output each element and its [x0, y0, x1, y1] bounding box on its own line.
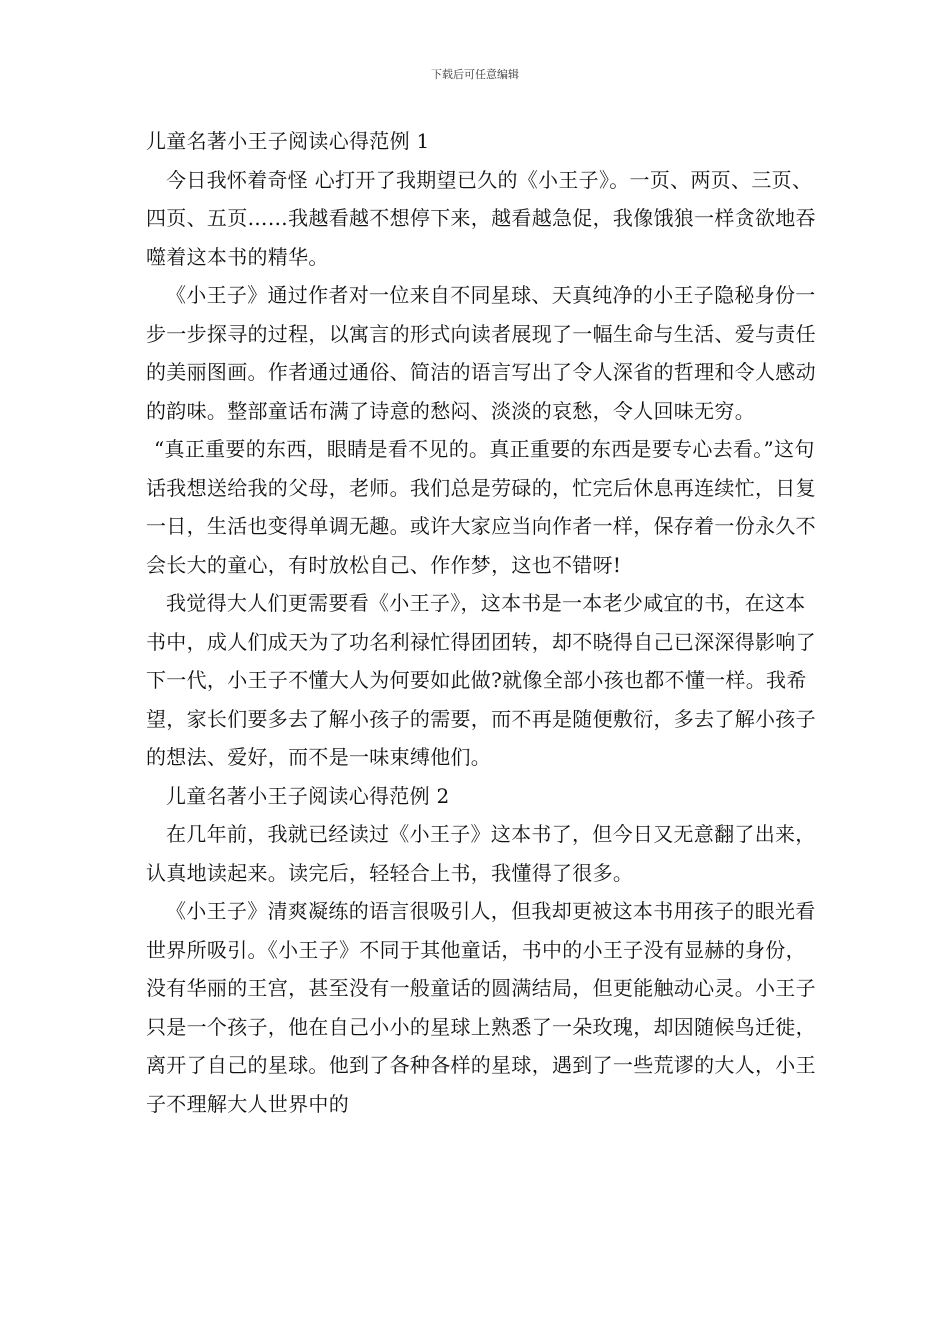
page-header: 下载后可任意编辑 — [431, 68, 519, 81]
paragraph-5: 在几年前，我就已经读过《小王子》这本书了，但今日又无意翻了出来，认真地读起来。读完后，轻轻合上书，我懂得了很多。 — [146, 822, 816, 885]
paragraph-3: “真正重要的东西，眼睛是看不见的。真正重要的东西是要专心去看。”这句话我想送给我的父母，老师。我们总是劳碌的，忙完后休息再连续忙，日复一日，生活也变得单调无趣。或许大家应当向作者一样，保存着一份永久不会长大的童心，有时放松自己、作作梦，这也不错呀! — [146, 437, 816, 577]
section-title-1: 儿童名著小王子阅读心得范例 1 — [146, 129, 430, 153]
section-title-2: 儿童名著小王子阅读心得范例 2 — [166, 783, 450, 808]
paragraph-6: 《小王子》清爽凝练的语言很吸引人，但我却更被这本书用孩子的眼光看世界所吸引。《小王子》不同于其他童话，书中的小王子没有显赫的身份，没有华丽的王宫，甚至没有一般童话的圆满结局，但更能触动心灵。小王子只是一个孩子，他在自己小小的星球上熟悉了一朵玫瑰，却因随候鸟迁徙，离开了自己的星球。他到了各种各样的星球，遇到了一些荒谬的大人，小王子不理解大人世界中的 — [146, 899, 816, 1116]
paragraph-4: 我觉得大人们更需要看《小王子》，这本书是一本老少咸宜的书，在这本书中，成人们成天为了功名利禄忙得团团转，却不晓得自己已深深得影响了下一代，小王子不懂大人为何要如此做?就像全部小孩也都不懂一样。我希望，家长们要多去了解小孩子的需要，而不再是随便敷衍，多去了解小孩子的想法、爱好，而不是一味束缚他们。 — [146, 591, 816, 769]
paragraph-2: 《小王子》通过作者对一位来自不同星球、天真纯净的小王子隐秘身份一步一步探寻的过程，以寓言的形式向读者展现了一幅生命与生活、爱与责任的美丽图画。作者通过通俗、简洁的语言写出了令人深省的哲理和令人感动的韵味。整部童话布满了诗意的愁闷、淡淡的哀愁，令人回味无穷。 — [146, 283, 816, 423]
document-body — [146, 122, 816, 1123]
paragraph-1: 今日我怀着奇怪 心打开了我期望已久的《小王子》。一页、两页、三页、四页、五页……我越看越不想停下来，越看越急促，我像饿狼一样贪欲地吞噬着这本书的精华。 — [146, 167, 816, 269]
